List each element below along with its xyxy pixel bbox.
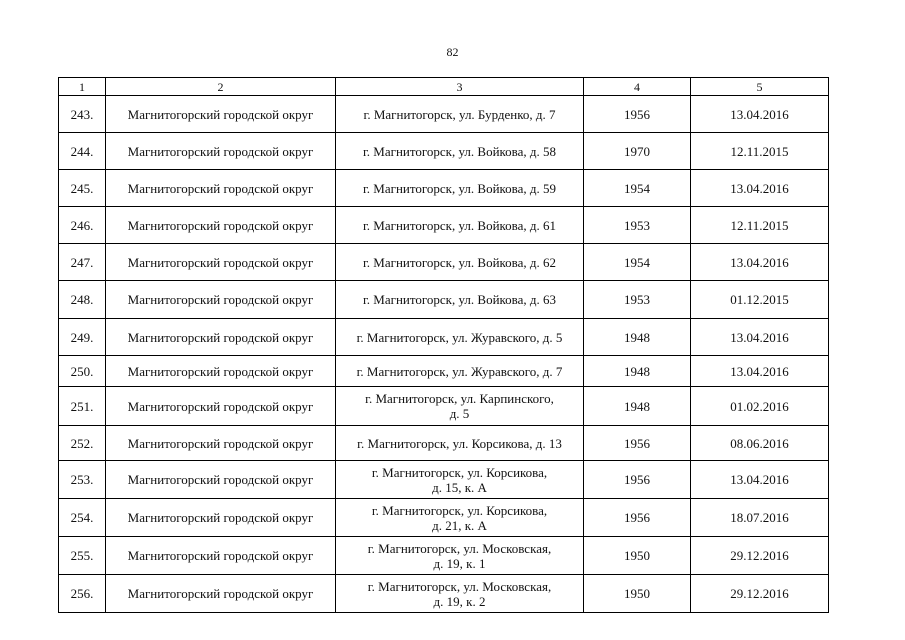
date-cell: 13.04.2016 xyxy=(691,461,829,499)
year-built-cell: 1948 xyxy=(584,356,691,387)
date-cell: 13.04.2016 xyxy=(691,96,829,133)
year-built-cell: 1956 xyxy=(584,461,691,499)
address-cell: г. Магнитогорск, ул. Войкова, д. 61 xyxy=(336,207,584,244)
row-number-cell: 247. xyxy=(59,244,106,281)
year-built-cell: 1956 xyxy=(584,426,691,461)
year-built-cell: 1954 xyxy=(584,170,691,207)
district-cell: Магнитогорский городской округ xyxy=(106,207,336,244)
date-cell: 13.04.2016 xyxy=(691,244,829,281)
date-cell: 13.04.2016 xyxy=(691,356,829,387)
address-cell: г. Магнитогорск, ул. Корсикова, д. 21, к. А xyxy=(336,499,584,537)
address-cell: г. Магнитогорск, ул. Войкова, д. 63 xyxy=(336,281,584,319)
date-cell: 29.12.2016 xyxy=(691,575,829,613)
date-cell: 12.11.2015 xyxy=(691,207,829,244)
year-built-cell: 1948 xyxy=(584,387,691,426)
table-row xyxy=(59,461,829,499)
row-number-cell: 253. xyxy=(59,461,106,499)
address-cell: г. Магнитогорск, ул. Войкова, д. 59 xyxy=(336,170,584,207)
row-number-cell: 244. xyxy=(59,133,106,170)
column-number-2: 2 xyxy=(106,78,336,96)
district-cell: Магнитогорский городской округ xyxy=(106,426,336,461)
row-number-cell: 248. xyxy=(59,281,106,319)
year-built-cell: 1953 xyxy=(584,281,691,319)
address-cell: г. Магнитогорск, ул. Московская, д. 19, к. 2 xyxy=(336,575,584,613)
district-cell: Магнитогорский городской округ xyxy=(106,537,336,575)
table-row xyxy=(59,387,829,426)
row-number-cell: 252. xyxy=(59,426,106,461)
year-built-cell: 1948 xyxy=(584,319,691,356)
address-cell: г. Магнитогорск, ул. Журавского, д. 7 xyxy=(336,356,584,387)
column-number-row xyxy=(59,78,829,96)
address-cell: г. Магнитогорск, ул. Карпинского, д. 5 xyxy=(336,387,584,426)
date-cell: 13.04.2016 xyxy=(691,170,829,207)
row-number-cell: 250. xyxy=(59,356,106,387)
address-cell: г. Магнитогорск, ул. Корсикова, д. 15, к. А xyxy=(336,461,584,499)
district-cell: Магнитогорский городской округ xyxy=(106,244,336,281)
district-cell: Магнитогорский городской округ xyxy=(106,319,336,356)
date-cell: 18.07.2016 xyxy=(691,499,829,537)
table-body xyxy=(59,78,829,613)
table-row xyxy=(59,244,829,281)
row-number-cell: 249. xyxy=(59,319,106,356)
address-cell: г. Магнитогорск, ул. Московская, д. 19, к. 1 xyxy=(336,537,584,575)
row-number-cell: 256. xyxy=(59,575,106,613)
date-cell: 12.11.2015 xyxy=(691,133,829,170)
table-row xyxy=(59,499,829,537)
date-cell: 13.04.2016 xyxy=(691,319,829,356)
table-row xyxy=(59,96,829,133)
column-number-5: 5 xyxy=(691,78,829,96)
address-cell: г. Магнитогорск, ул. Корсикова, д. 13 xyxy=(336,426,584,461)
district-cell: Магнитогорский городской округ xyxy=(106,281,336,319)
address-cell: г. Магнитогорск, ул. Бурденко, д. 7 xyxy=(336,96,584,133)
table-row xyxy=(59,537,829,575)
district-cell: Магнитогорский городской округ xyxy=(106,356,336,387)
row-number-cell: 255. xyxy=(59,537,106,575)
address-cell: г. Магнитогорск, ул. Войкова, д. 62 xyxy=(336,244,584,281)
row-number-cell: 254. xyxy=(59,499,106,537)
district-cell: Магнитогорский городской округ xyxy=(106,575,336,613)
table-row xyxy=(59,426,829,461)
table-row xyxy=(59,575,829,613)
table-row xyxy=(59,133,829,170)
page-number: 82 xyxy=(446,45,459,59)
year-built-cell: 1950 xyxy=(584,575,691,613)
date-cell: 01.02.2016 xyxy=(691,387,829,426)
row-number-cell: 243. xyxy=(59,96,106,133)
year-built-cell: 1956 xyxy=(584,96,691,133)
table-row xyxy=(59,170,829,207)
column-number-3: 3 xyxy=(336,78,584,96)
year-built-cell: 1970 xyxy=(584,133,691,170)
date-cell: 29.12.2016 xyxy=(691,537,829,575)
table-row xyxy=(59,319,829,356)
column-number-4: 4 xyxy=(584,78,691,96)
date-cell: 01.12.2015 xyxy=(691,281,829,319)
district-cell: Магнитогорский городской округ xyxy=(106,170,336,207)
district-cell: Магнитогорский городской округ xyxy=(106,461,336,499)
year-built-cell: 1953 xyxy=(584,207,691,244)
table-row xyxy=(59,281,829,319)
district-cell: Магнитогорский городской округ xyxy=(106,499,336,537)
table-row xyxy=(59,356,829,387)
year-built-cell: 1956 xyxy=(584,499,691,537)
district-cell: Магнитогорский городской округ xyxy=(106,387,336,426)
housing-registry-table xyxy=(58,77,829,613)
district-cell: Магнитогорский городской округ xyxy=(106,133,336,170)
address-cell: г. Магнитогорск, ул. Журавского, д. 5 xyxy=(336,319,584,356)
row-number-cell: 246. xyxy=(59,207,106,244)
district-cell: Магнитогорский городской округ xyxy=(106,96,336,133)
year-built-cell: 1950 xyxy=(584,537,691,575)
table-row xyxy=(59,207,829,244)
year-built-cell: 1954 xyxy=(584,244,691,281)
row-number-cell: 245. xyxy=(59,170,106,207)
date-cell: 08.06.2016 xyxy=(691,426,829,461)
address-cell: г. Магнитогорск, ул. Войкова, д. 58 xyxy=(336,133,584,170)
column-number-1: 1 xyxy=(59,78,106,96)
row-number-cell: 251. xyxy=(59,387,106,426)
